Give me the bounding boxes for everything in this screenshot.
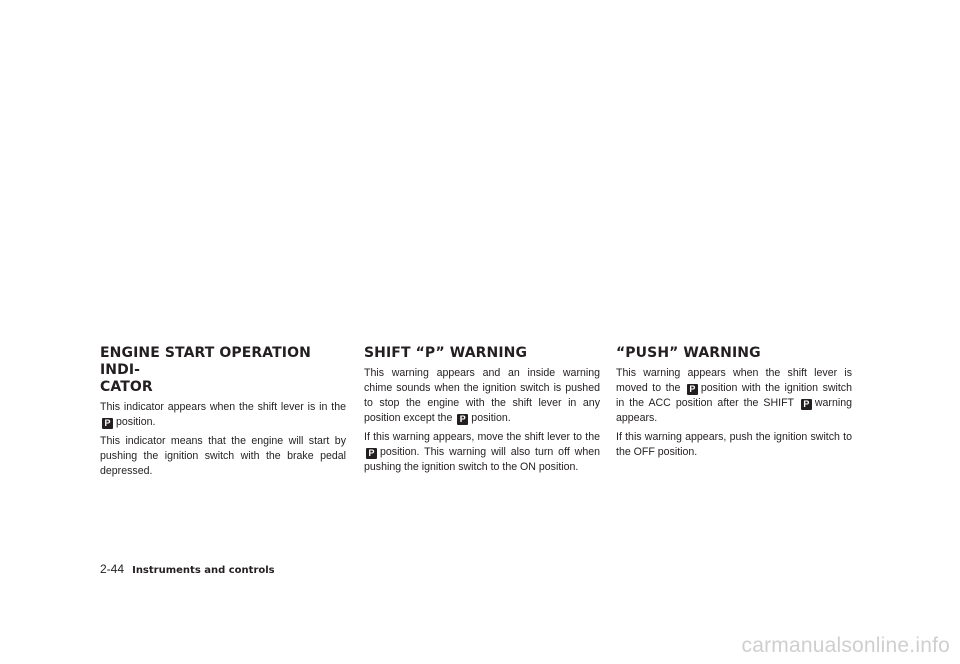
page-number: 2-44: [100, 562, 125, 576]
section-heading: ENGINE START OPERATION INDI- CATOR: [100, 345, 311, 395]
section-heading: “PUSH” WARNING: [616, 345, 761, 361]
section-paragraph: If this warning appears, move the shift lever to the P position. This warning will also turn off when pushing the ignition switch to the ON position.: [364, 431, 600, 473]
section-paragraph: This warning appears and an inside warning chime sounds when the ignition switch is pushed to stop the engine with the shift lever in any position except the P position.: [364, 367, 600, 424]
section-heading: SHIFT “P” WARNING: [364, 345, 528, 361]
section-paragraph: If this warning appears, push the ignition switch to the OFF position.: [616, 431, 852, 458]
park-position-icon: P: [687, 384, 698, 395]
section-paragraph: This warning appears when the shift lever is moved to the P position with the ignition switch in the ACC position after the SHIFT P warning appears.: [616, 367, 852, 424]
section-engine-start-indicator: [100, 345, 346, 483]
section-push-warning: [616, 345, 852, 464]
park-position-icon: P: [366, 448, 377, 459]
section-paragraph: This indicator means that the engine will start by pushing the ignition switch with the brake pedal depressed.: [100, 435, 346, 477]
footer-section-title: Instruments and controls: [132, 565, 275, 576]
park-position-icon: P: [801, 399, 812, 410]
section-shift-p-warning: [364, 345, 600, 479]
watermark: carmanualsonline.info: [741, 634, 950, 657]
section-paragraph: This indicator appears when the shift lever is in the P position.: [100, 401, 346, 428]
park-position-icon: P: [102, 418, 113, 429]
page-footer: [100, 562, 275, 576]
park-position-icon: P: [457, 414, 468, 425]
